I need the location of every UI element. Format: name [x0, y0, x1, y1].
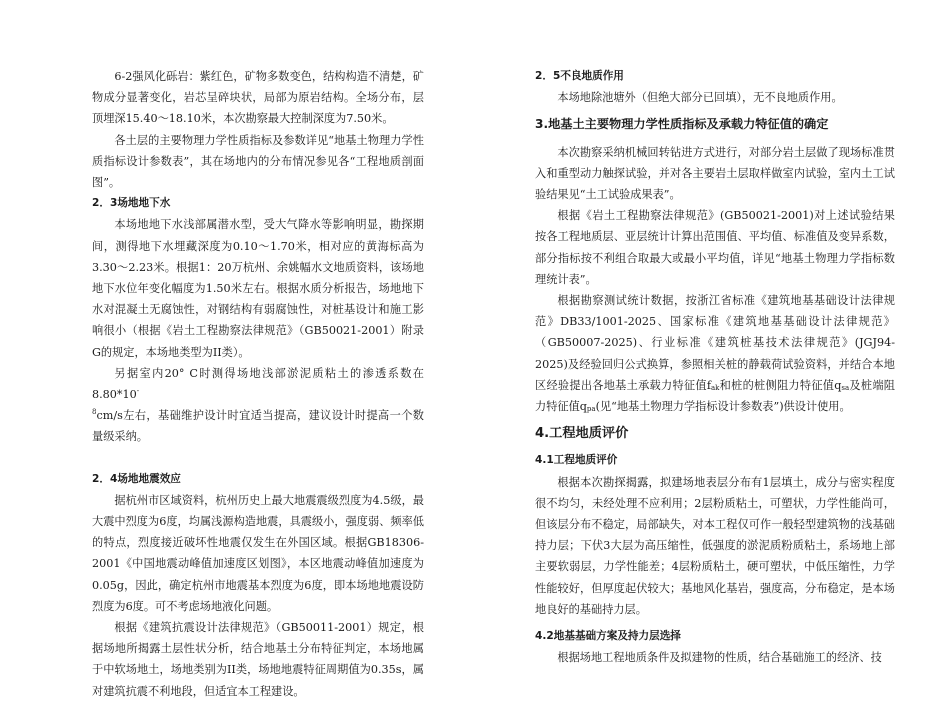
- paragraph-3-3: [535, 290, 895, 417]
- paragraph-parameters-reference: 各土层的主要物理力学性质指标及参数详见“地基土物理力学性质指标设计参数表”，其在场地内的分布情况参见各“工程地质剖面图”。: [92, 133, 424, 190]
- heading-4-1: 4.1工程地质评价: [535, 454, 618, 467]
- paragraph-4-1: 根据本次勘探揭露，拟建场地表层分布有1层填土，成分与密实程度很不均匀，未经处理不应利用；2层粉质粘土，可塑状，力学性能尚可，但该层分布不稳定，局部缺失，对本工程仅可作一般轻型建筑物的浅基础持力层；下伏3大层为高压缩性，低强度的淤泥质粉质粘土，系场地上部主要软弱层，力学性能差；4层粉质粘土，硬可塑状，中低压缩性，力学性能较好，但厚度起伏较大；基地风化基岩，强度高，分布稳定，是本场地良好的基础持力层。: [535, 475, 895, 616]
- spacer: [92, 448, 424, 469]
- paragraph-3-3-text-a: 根据勘察测试统计数据，按浙江省标准《建筑地基基础设计法律规范》DB33/1001-2025、国家标准《建筑地基基础设计法律规范》（GB50007-2025)、行业标准《建筑桩基技术法律规范》(JGJ94-2025)及经验回归公式换算，参照相关桩的静载荷试验资料，并结合本地区经验提出各地基土承载力特征值f: [535, 294, 895, 392]
- paragraph-seismic-2: 根据《建筑抗震设计法律规范》（GB50011-2001）规定，根据场地所揭露土层性状分析，结合地基土分布特征判定，本场地属于中软场地土，场地类别为II类，场地地震特征周期值为0.35s，属对建筑抗震不利地段，但适宜本工程建设。: [92, 621, 424, 698]
- paragraph-groundwater-1: 本场地地下水浅部属潜水型，受大气降水等影响明显，勘探期间，测得地下水埋藏深度为0.10～1.70米，相对应的黄海标高为3.30～2.23米。根据1：20万杭州、余姚幅水文地质资料，该场地地下水位年变化幅度为1.50米左右。根据水质分析报告，场地地下水对混凝土无腐蚀性，对钢结构有弱腐蚀性，对桩基设计和施工影响很小（根据《岩土工程勘察法律规范》（GB50021-2001）附录G的规定，本场地类型为II类）。: [92, 218, 424, 359]
- groundwater-2-sup-2: 8: [92, 408, 97, 417]
- paragraph-3-1: 本次勘察采纳机械回转钻进方式进行，对部分岩土层做了现场标准贯入和重型动力触探试验，并对各主要岩土层取样做室内试验，室内土工试验结果见“土工试验成果表”。: [535, 145, 895, 202]
- groundwater-2-text-a: 另据室内20° C时测得场地浅部淤泥质粘土的渗透系数在8.80*10: [92, 366, 424, 402]
- paragraph-3-3-text-d: (见“地基土物理力学指标设计参数表”)供设计使用。: [595, 400, 851, 414]
- heading-2-5-adverse-geology: 2．5不良地质作用: [535, 70, 624, 82]
- qsa-subscript: sa: [841, 383, 850, 392]
- left-column: [92, 66, 424, 702]
- paragraph-3-2: 根据《岩土工程勘察法律规范》(GB50021-2001)对上述试验结果按各工程地质层、亚层统计计算出范围值、平均值、标准值及变异系数，部分指标按不利组合取最大或最小平均值，详见“地基土物理力学指标数理统计表”。: [535, 209, 895, 286]
- groundwater-2-text-b: cm/s左右，基础维护设计时宜适当提高，建议设计时提高一个数量级采纳。: [92, 409, 424, 444]
- heading-3-soil-properties: 3.地基土主要物理力学性质指标及承载力特征值的确定: [535, 117, 829, 132]
- paragraph-adverse-geology: 本场地除池塘外（但绝大部分已回填），无不良地质作用。: [557, 91, 843, 105]
- paragraph-groundwater-2: [92, 363, 424, 448]
- paragraph-4-2: 根据场地工程地质条件及拟建物的性质，结合基础施工的经济、技: [557, 651, 882, 665]
- heading-4-2: 4.2地基基础方案及持力层选择: [535, 630, 681, 643]
- heading-2-4-seismic: 2．4场地地震效应: [92, 472, 181, 485]
- heading-4-engineering-evaluation: 4.工程地质评价: [535, 426, 629, 442]
- fak-subscript: ak: [710, 383, 720, 392]
- qpa-subscript: pa: [586, 405, 596, 414]
- paragraph-3-3-text-c: 及桩端阻力特征值q: [535, 378, 895, 414]
- paragraph-3-3-text-b: 和桩的桩侧阻力特征值q: [719, 378, 842, 392]
- paragraph-layer-6-2: 6-2强风化砾岩：紫红色，矿物多数变色，结构构造不清楚，矿物成分显著变化，岩芯呈碎块状，局部为原岩结构。全场分布，层顶埋深15.40～18.10米，本次勘察最大控制深度为7.50米。: [92, 70, 424, 126]
- groundwater-2-sup-1: -: [136, 387, 140, 396]
- paragraph-seismic-1: 据杭州市区域资料，杭州历史上最大地震震级烈度为4.5级，最大震中烈度为6度，均属浅源构造地震，具震级小，强度弱、频率低的特点，烈度接近破坏性地震仅发生在外国区域。根据GB18306-2001《中国地震动峰值加速度区划图》，本区地震动峰值加速度为0.05g，因此，确定杭州市地震基本烈度为6度，即本场地地震设防烈度为6度。可不考虑场地液化问题。: [92, 493, 424, 613]
- right-column: [535, 66, 895, 668]
- heading-2-3-groundwater: 2．3场地地下水: [92, 197, 171, 210]
